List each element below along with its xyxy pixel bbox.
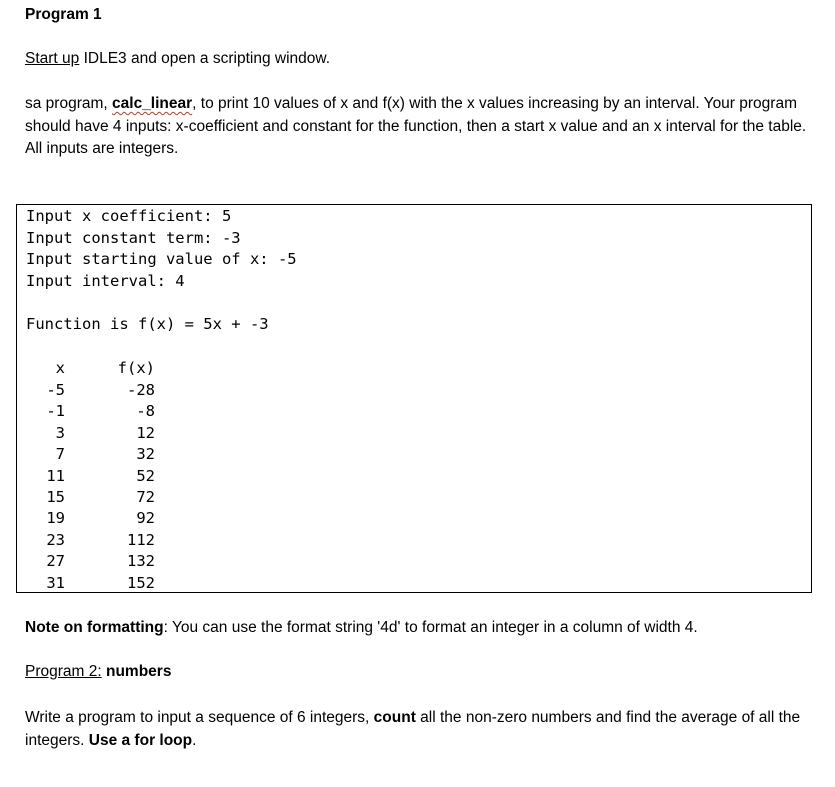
program1-title: Program 1: [25, 6, 102, 23]
program2-description: [25, 707, 815, 752]
cell-x: -1: [46, 402, 65, 421]
cell-fx: -28: [127, 381, 155, 399]
cell-x: -5: [46, 381, 65, 399]
cell-fx: 72: [136, 488, 155, 506]
startup-link[interactable]: Start up: [25, 50, 80, 67]
p2-desc-b: all the non-zero numbers and find the average of all the integers.: [25, 709, 801, 749]
note-label: Note on formatting: [25, 619, 164, 636]
note-text: : You can use the format string '4d' to format an integer in a column of width 4.: [163, 619, 698, 636]
console-input-line: Input constant term: -3: [26, 229, 241, 247]
cell-x: 15: [46, 488, 65, 506]
cell-fx: -8: [136, 402, 155, 421]
header-x: x: [55, 359, 65, 377]
cell-x: 23: [46, 530, 65, 549]
program1-description: [25, 93, 815, 161]
cell-fx: 132: [127, 552, 155, 571]
console-input-line: Input x coefficient: 5: [26, 207, 232, 225]
cell-fx: 52: [136, 466, 155, 485]
cell-x: 31: [46, 573, 65, 592]
p2-loop: Use a for loop: [88, 731, 193, 749]
cell-x: 11: [46, 466, 65, 485]
cell-fx: 112: [127, 530, 155, 549]
p2-desc-a: Write a program to input a sequence of 6 integers,: [25, 709, 374, 726]
console-output-box: [16, 204, 812, 593]
cell-fx: 12: [136, 423, 155, 442]
program2-title: [25, 663, 171, 681]
header-fx: f(x): [117, 359, 155, 377]
cell-x: 7: [55, 445, 65, 464]
program2-name: numbers: [101, 663, 172, 680]
cell-x: 3: [55, 423, 65, 442]
cell-fx: 92: [136, 509, 155, 528]
p2-count: count: [373, 709, 416, 726]
desc-prefix: sa program,: [25, 95, 113, 112]
p2-desc-end: .: [192, 731, 197, 749]
cell-fx: 152: [127, 573, 155, 592]
startup-line: [25, 50, 330, 68]
cell-x: 27: [46, 552, 65, 571]
program2-label: Program 2:: [25, 663, 102, 680]
cell-x: 19: [46, 509, 65, 528]
console-input-line: Input interval: 4: [26, 272, 185, 290]
formatting-note: [25, 619, 698, 637]
startup-text: IDLE3 and open a scripting window.: [79, 50, 331, 67]
console-input-line: Input starting value of x: -5: [26, 250, 297, 268]
program-name: calc_linear: [112, 95, 193, 112]
function-line: Function is f(x) = 5x + -3: [26, 315, 269, 333]
desc-rest: , to print 10 values of x and f(x) with the x values increasing by an interval. Your program should have 4 inputs: x-coefficient and constant for the function, then a start x value and an x interval for the table. All inputs are integers.: [25, 95, 807, 157]
cell-fx: 32: [136, 445, 155, 464]
